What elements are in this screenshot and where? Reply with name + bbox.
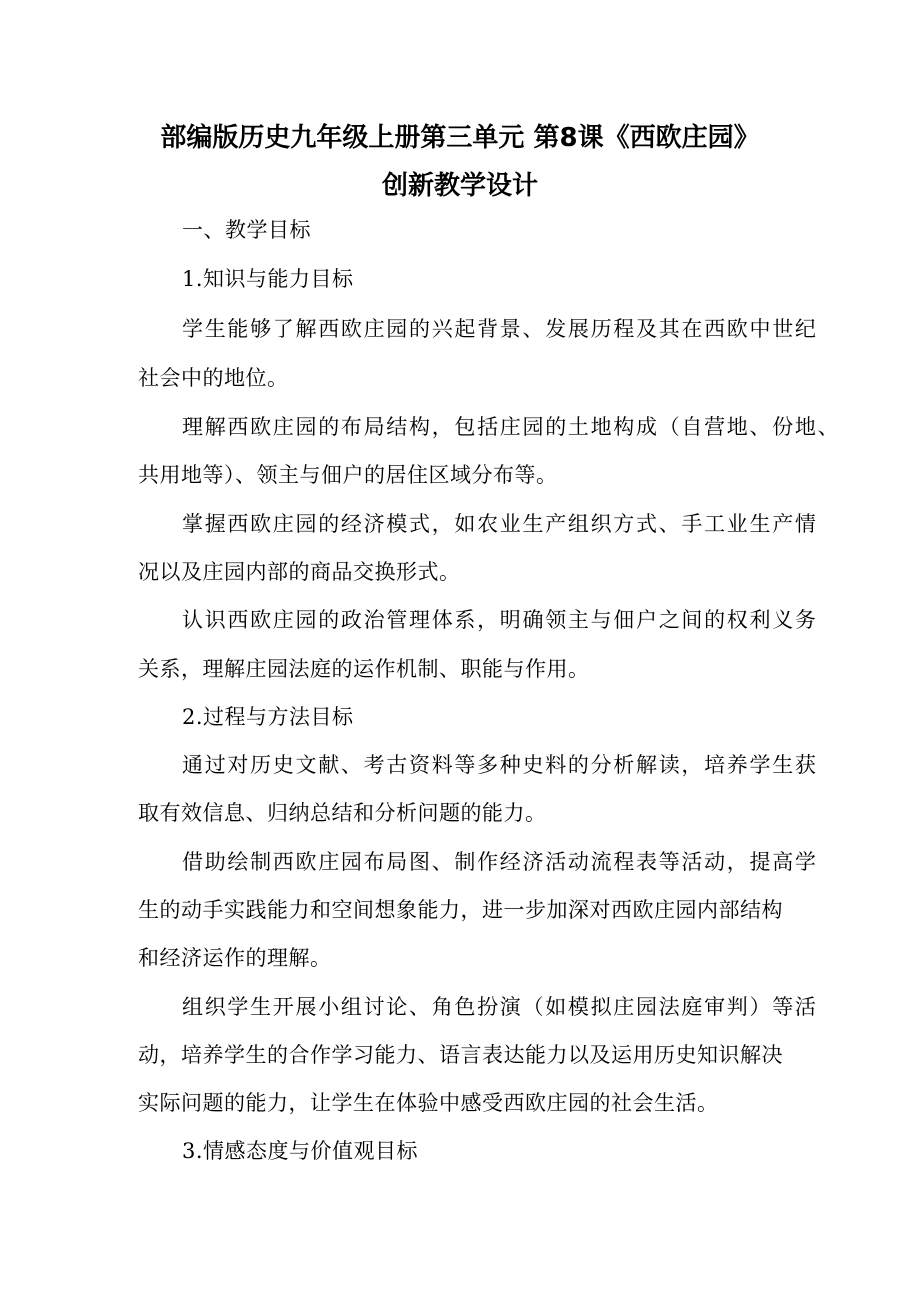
paragraph-line: 学生能够了解西欧庄园的兴起背景、发展历程及其在西欧中世纪 <box>182 317 818 341</box>
paragraph-line: 生的动手实践能力和空间想象能力，进一步加深对西欧庄园内部结构 <box>138 898 783 922</box>
paragraph-line: 通过对历史文献、考古资料等多种史料的分析解读，培养学生获 <box>182 753 818 777</box>
paragraph-line: 实际问题的能力，让学生在体验中感受西欧庄园的社会生活。 <box>138 1091 719 1115</box>
paragraph-line: 取有效信息、归纳总结和分析问题的能力。 <box>138 801 547 825</box>
paragraph-line: 和经济运作的理解。 <box>138 946 332 970</box>
paragraph-line: 组织学生开展小组讨论、角色扮演（如模拟庄园法庭审判）等活 <box>182 995 818 1019</box>
document-title-line-1: 部编版历史九年级上册第三单元 第8课《西欧庄园》 <box>160 123 760 153</box>
paragraph-line: 掌握西欧庄园的经济模式，如农业生产组织方式、手工业生产情 <box>182 512 818 536</box>
subheading-process-method: 2.过程与方法目标 <box>182 705 354 729</box>
paragraph-line: 况以及庄园内部的商品交换形式。 <box>138 560 461 584</box>
section-heading-teaching-objectives: 一、教学目标 <box>182 218 311 242</box>
document-title-line-2: 创新教学设计 <box>381 171 538 201</box>
paragraph-line: 认识西欧庄园的政治管理体系，明确领主与佃户之间的权利义务 <box>182 608 818 632</box>
paragraph-line: 关系，理解庄园法庭的运作机制、职能与作用。 <box>138 657 590 681</box>
paragraph-line: 借助绘制西欧庄园布局图、制作经济活动流程表等活动，提高学 <box>182 850 818 874</box>
paragraph-line: 动，培养学生的合作学习能力、语言表达能力以及运用历史知识解决 <box>138 1043 783 1067</box>
paragraph-line: 理解西欧庄园的布局结构，包括庄园的土地构成（自营地、份地、 <box>182 415 841 439</box>
paragraph-line: 共用地等）、领主与佃户的居住区域分布等。 <box>138 463 558 487</box>
paragraph-line: 社会中的地位。 <box>138 366 289 390</box>
subheading-knowledge-ability: 1.知识与能力目标 <box>182 267 354 291</box>
subheading-emotion-values: 3.情感态度与价值观目标 <box>182 1139 419 1163</box>
